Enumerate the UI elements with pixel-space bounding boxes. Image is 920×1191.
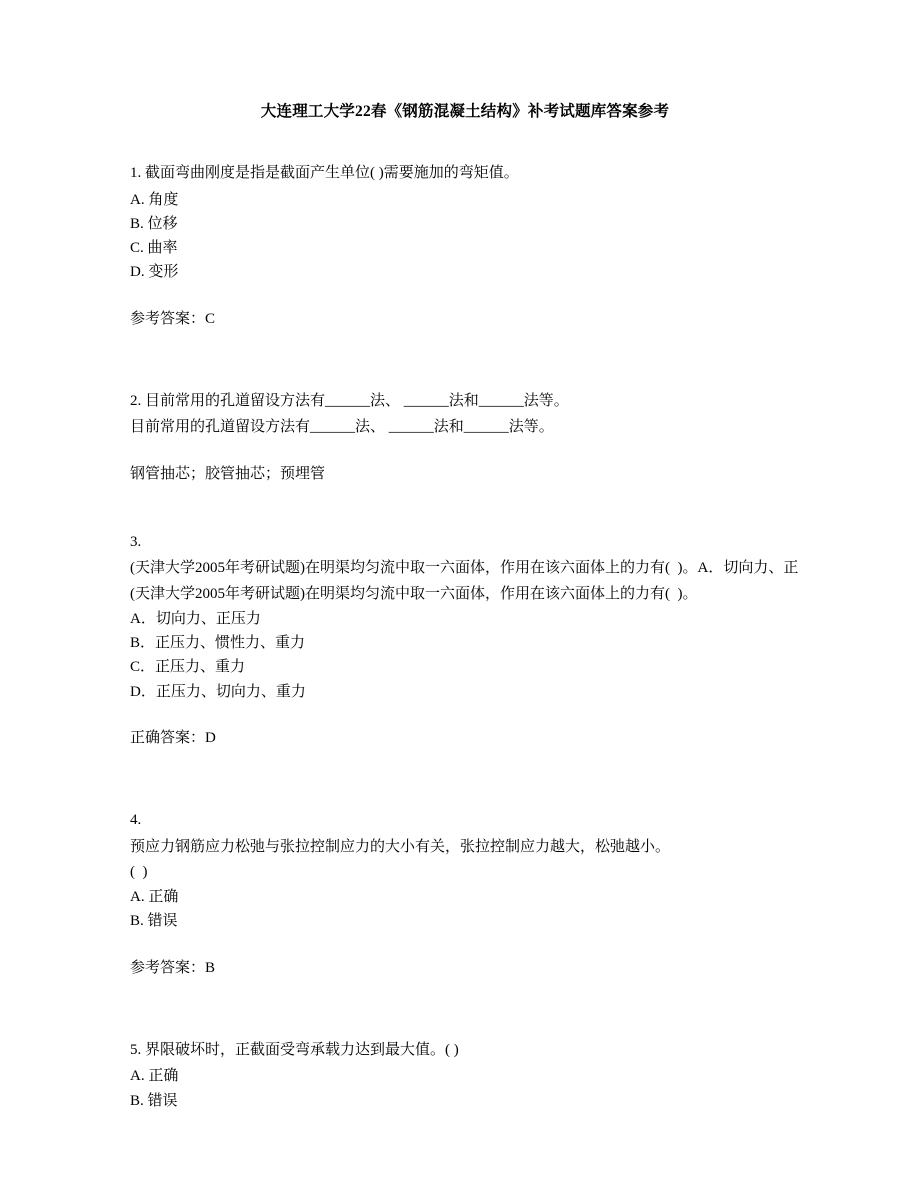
answer-line — [130, 726, 800, 750]
option-c: C．正压力、重力 — [130, 659, 246, 676]
question-text: 预应力钢筋应力松弛与张拉控制应力的大小有关，张拉控制应力越大，松弛越小。 — [130, 838, 671, 855]
option-a: A. 角度 — [130, 191, 179, 208]
answer-value: B — [205, 959, 216, 976]
option-d: D．正压力、切向力、重力 — [130, 683, 306, 700]
question-block-1 — [130, 161, 800, 331]
answer-value: 钢管抽芯；胶管抽芯；预埋管 — [130, 465, 326, 482]
option-c: C. 曲率 — [130, 240, 178, 257]
question-stem: 2. 目前常用的孔道留设方法有______法、 ______法和______法等。 — [130, 393, 569, 410]
question-block-2 — [130, 389, 800, 486]
question-number: 3. — [130, 533, 142, 550]
answer-value: D — [205, 730, 216, 746]
question-number: 4. — [130, 812, 142, 829]
option-a: A. 正确 — [130, 889, 179, 906]
answer-label: 参考答案： — [130, 959, 206, 976]
option-b: B. 位移 — [130, 215, 178, 232]
spacer — [130, 784, 800, 808]
answer-line — [130, 307, 800, 331]
question-stem: 5. 界限破坏时，正截面受弯承载力达到最大值。( ) — [130, 1042, 459, 1059]
answer-label: 正确答案： — [130, 730, 206, 746]
option-b: B. 错误 — [130, 913, 178, 930]
question-block-3 — [130, 530, 800, 750]
option-d: D. 变形 — [130, 264, 179, 281]
option-b: B．正压力、惯性力、重力 — [130, 635, 306, 652]
question-stem: 1. 截面弯曲刚度是指是截面产生单位( )需要施加的弯矩值。 — [130, 165, 519, 182]
question-text-truncated: (天津大学2005年考研试题)在明渠均匀流中取一六面体，作用在该六面体上的力有( )。A．切向力、正 — [130, 560, 799, 577]
page-title: 大连理工大学22春《钢筋混凝土结构》补考试题库答案参考 — [260, 103, 670, 120]
answer-label: 参考答案： — [130, 310, 206, 327]
spacer — [130, 365, 800, 389]
question-stem-repeat: 目前常用的孔道留设方法有______法、 ______法和______法等。 — [130, 419, 554, 436]
option-a: A. 正确 — [130, 1068, 179, 1085]
option-a: A．切向力、正压力 — [130, 610, 261, 627]
answer-line — [130, 956, 800, 980]
question-block-5 — [130, 1038, 800, 1113]
question-text-full: (天津大学2005年考研试题)在明渠均匀流中取一六面体，作用在该六面体上的力有( )。 — [130, 585, 698, 602]
question-block-4 — [130, 808, 800, 980]
question-blank: ( ) — [130, 863, 148, 880]
option-b: B. 错误 — [130, 1092, 178, 1109]
answer-value: C — [205, 310, 216, 327]
spacer — [130, 1014, 800, 1038]
spacer — [130, 520, 800, 530]
